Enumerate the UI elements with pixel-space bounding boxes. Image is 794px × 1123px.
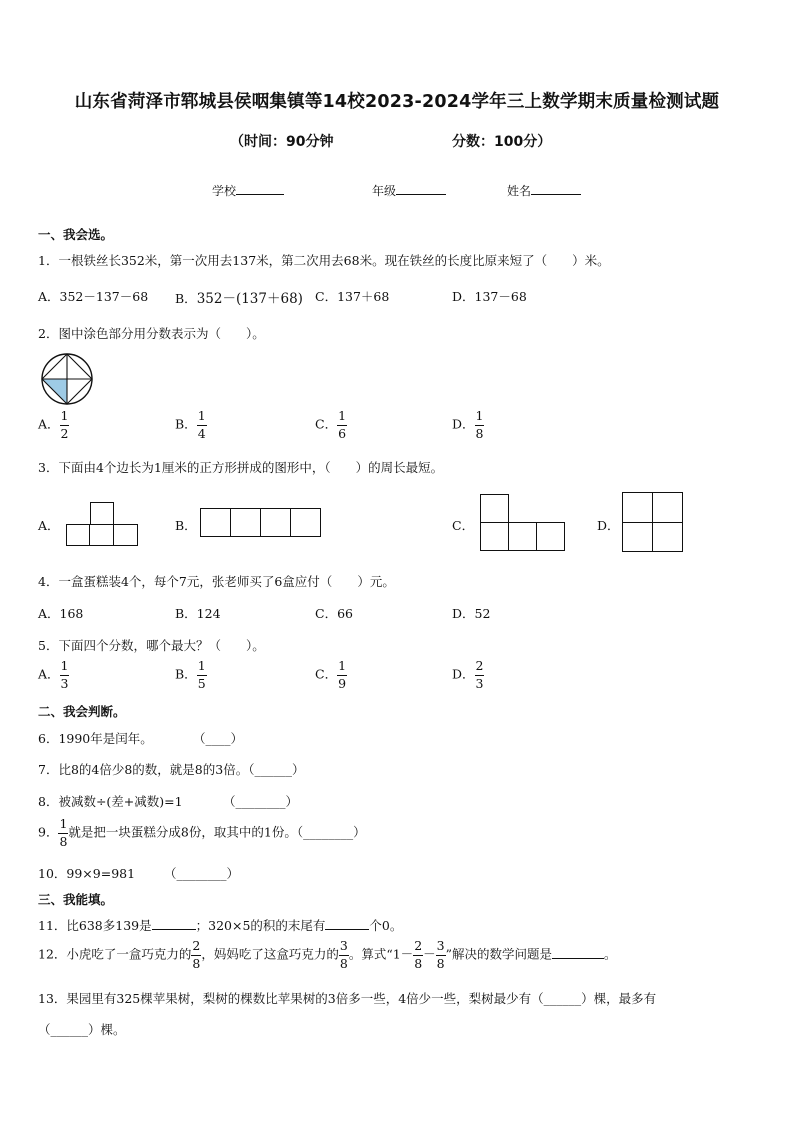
q1-option-b-label: B． [175,291,197,306]
q2-option-a-label: A． [38,416,60,432]
q3-option-d-label[interactable]: D． [597,518,620,533]
school-label: 学校 [212,184,237,198]
q12-expr-fraction-1: $\frac{2}{8}$ [414,938,423,971]
q8-text: 8．被减数÷(差+减数)=1 [38,794,183,809]
section-1-heading: 一、我会选。 [38,227,114,242]
q9 [38,818,366,848]
grade-field [372,182,446,199]
q12-text-2: ，妈妈吃了这盒巧克力的 [201,946,339,962]
school-field [212,182,284,199]
q9-answer-blank[interactable]: （________） [296,824,366,840]
q2-option-d-label: D． [452,416,475,432]
q10-text: 10．99×9=981 [38,866,136,881]
q4-option-c[interactable]: C．66 [315,606,353,621]
name-label: 姓名 [507,184,532,198]
q12-text-4: － [423,946,436,962]
q2-option-c-fraction: $\frac{1}{6}$ [338,408,347,441]
exam-score: 分数：100分） [452,134,552,150]
school-blank[interactable] [236,182,284,195]
q1-text: 1．一根铁丝长352米，第一次用去137米，第二次用去68米。现在铁丝的长度比原来短了（ ）米。 [38,253,610,268]
q5-option-a-fraction: $\frac{1}{3}$ [60,658,69,691]
q5-option-c-label: C． [315,666,338,682]
name-blank[interactable] [531,182,581,195]
q2-option-b-label: B． [175,416,197,432]
q13-line-2: （______）棵。 [38,1022,126,1037]
q2-option-a[interactable] [38,410,69,440]
q6-answer-blank[interactable]: （____） [193,731,244,746]
q9-number: 9． [38,824,59,840]
section-3-heading: 三、我能填。 [38,892,114,907]
q12-blank[interactable] [552,946,604,959]
q12-fraction-2-8: $\frac{2}{8}$ [192,938,201,971]
q1-option-b[interactable] [175,287,303,307]
q10-answer-blank[interactable]: （________） [164,866,240,881]
q12-fraction-3-8: $\frac{3}{8}$ [339,938,348,971]
q6-text: 6．1990年是闰年。 [38,731,153,746]
q3-option-c-label[interactable]: C． [452,518,475,533]
page-title: 山东省菏泽市郓城县侯咽集镇等14校2023-2024学年三上数学期末质量检测试题 [74,92,720,112]
exam-time: （时间：90分钟 [230,134,334,150]
q12-text-1: 12．小虎吃了一盒巧克力的 [38,946,192,962]
q5-option-a[interactable] [38,660,69,690]
q11-blank-1[interactable] [152,917,196,930]
q2-option-c-label: C． [315,416,338,432]
q8-answer-blank[interactable]: （________） [223,794,299,809]
q5-option-c-fraction: $\frac{1}{9}$ [338,658,347,691]
q9-text: 就是把一块蛋糕分成8份，取其中的1份。 [68,824,297,840]
q2-option-d[interactable] [452,410,484,440]
grade-blank[interactable] [396,182,446,195]
q4-option-d[interactable]: D．52 [452,606,491,621]
q5-option-d-label: D． [452,666,475,682]
q2-option-b-fraction: $\frac{1}{4}$ [197,408,206,441]
q5-option-b-label: B． [175,666,197,682]
q13-line-1: 13．果园里有325棵苹果树，梨树的棵数比苹果树的3倍多一些，4倍少一些，梨树最少有（______）棵，最多有 [38,991,657,1006]
q12-text-3: 。算式“1－ [348,946,414,962]
q2-option-a-fraction: $\frac{1}{2}$ [60,408,69,441]
q2-option-b[interactable] [175,410,207,440]
q11-blank-2[interactable] [325,917,369,930]
q12 [38,940,617,970]
q5-option-d-fraction: $\frac{2}{3}$ [475,658,484,691]
q11-text-2: ；320×5的积的末尾有 [195,918,326,933]
q5-text: 5．下面四个分数，哪个最大？（ ）。 [38,638,265,653]
q1-option-a[interactable]: A．352－137－68 [38,289,149,304]
q3-text: 3．下面由4个边长为1厘米的正方形拼成的图形中，（ ）的周长最短。 [38,460,444,475]
q3-option-b-label[interactable]: B． [175,518,197,533]
q2-text: 2．图中涂色部分用分数表示为（ ）。 [38,326,265,341]
q11-text-1: 11．比638多139是 [38,918,152,933]
grade-label: 年级 [372,184,397,198]
section-2-heading: 二、我会判断。 [38,704,126,719]
q5-option-d[interactable] [452,660,484,690]
q1-option-c[interactable]: C．137＋68 [315,289,390,304]
q12-text-5: ”解决的数学问题是 [445,946,553,962]
q5-option-b[interactable] [175,660,207,690]
q7-answer-blank[interactable]: （______） [248,762,305,777]
q2-option-d-fraction: $\frac{1}{8}$ [475,408,484,441]
q5-option-c[interactable] [315,660,347,690]
q11-text-3: 个0。 [369,918,403,933]
q9-fraction: $\frac{1}{8}$ [59,816,68,849]
q11 [38,916,402,934]
name-field [507,182,581,199]
q1-option-b-expr: 352－(137＋68) [196,291,303,307]
q4-option-b[interactable]: B．124 [175,606,221,621]
q2-circle-figure [40,352,94,406]
q1-option-d[interactable]: D．137－68 [452,289,527,304]
q7-text: 7．比8的4倍少8的数，就是8的3倍。 [38,762,249,777]
q4-text: 4．一盒蛋糕装4个，每个7元，张老师买了6盒应付（ ）元。 [38,574,395,589]
q5-option-a-label: A． [38,666,60,682]
q2-option-c[interactable] [315,410,347,440]
q4-option-a[interactable]: A．168 [38,606,84,621]
q12-text-6: 。 [604,946,617,962]
q5-option-b-fraction: $\frac{1}{5}$ [197,658,206,691]
q3-option-a-label[interactable]: A． [38,518,60,533]
q12-expr-fraction-2: $\frac{3}{8}$ [436,938,445,971]
q7 [38,760,304,778]
